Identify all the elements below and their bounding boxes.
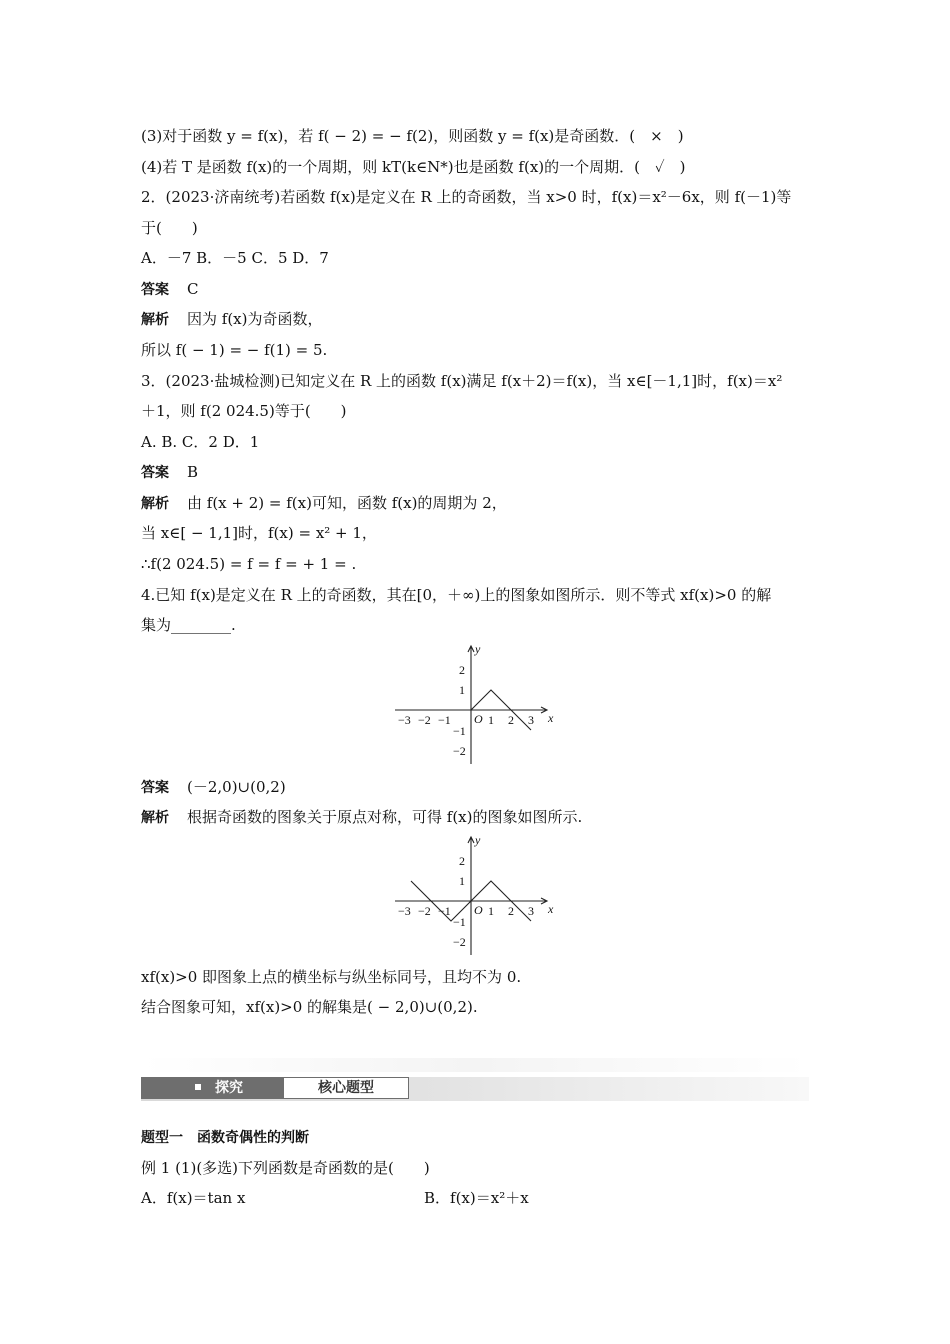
statement-4: (4)若 T 是函数 f(x)的一个周期，则 kT(k∈N*)也是函数 f(x)的一个周期．( ✓ ) [141,158,686,176]
y-tick: 2 [459,663,465,677]
x-tick: −1 [438,713,451,727]
question-3-line-2: ＋1，则 f(2 024.5)等于( ) [141,402,347,420]
question-3-options: A. B. C．2 D．1 [141,433,260,451]
question-4-line-1: 4.已知 f(x)是定义在 R 上的奇函数，其在[0，＋∞)上的图象如图所示．则不等式 xf(x)>0 的解 [141,586,772,604]
y-tick: −2 [453,744,466,758]
question-3-answer [141,462,198,483]
x-tick: −1 [438,904,451,918]
question-2-answer [141,279,198,300]
y-tick: 1 [459,874,465,888]
answer-label: 答案 [141,780,169,796]
y-tick: −1 [453,915,466,929]
question-2-line-1: 2．(2023·济南统考)若函数 f(x)是定义在 R 上的奇函数，当 x>0 时，f(x)＝x²－6x，则 f(－1)等 [141,188,792,206]
graph-full [385,831,565,961]
analysis-label: 解析 [141,312,169,328]
question-3-analysis-3: ∴f(2 024.5) = f = f = + 1 = . [141,555,357,573]
x-tick: 1 [488,713,494,727]
answer-label: 答案 [141,465,169,481]
x-label: x [548,711,554,725]
question-4-answer [141,777,286,798]
banner-tab-core-types: 核心题型 [283,1077,409,1099]
banner-tab-explore: 探究 [141,1077,283,1099]
x-tick: 3 [528,904,534,918]
square-bullet-icon [195,1084,201,1090]
question-4-analysis-2: xf(x)>0 即图象上点的横坐标与纵坐标同号，且均不为 0. [141,968,522,986]
question-3-analysis-1 [141,493,507,514]
x-label: x [548,902,554,916]
question-4-line-2: 集为________. [141,616,236,634]
answer-label: 答案 [141,282,169,298]
analysis-text: 因为 f(x)为奇函数， [187,310,323,328]
question-2-line-2: 于( ) [141,219,198,237]
y-tick: 1 [459,683,465,697]
question-3-line-1: 3．(2023·盐城检测)已知定义在 R 上的函数 f(x)满足 f(x＋2)＝f(x)，当 x∈[－1,1]时，f(x)＝x² [141,372,783,390]
x-tick: −2 [418,904,431,918]
answer-value: (－2,0)∪(0,2) [187,778,286,796]
statement-3: (3)对于函数 y = f(x)，若 f( − 2) = − f(2)，则函数 y = f(x)是奇函数．( × ) [141,127,684,145]
example-1-option-b: B．f(x)＝x²＋x [424,1189,529,1207]
question-2-analysis-1 [141,309,322,330]
question-4-analysis-3: 结合图象可知，xf(x)>0 的解集是( − 2,0)∪(0,2). [141,998,478,1016]
answer-value: C [187,280,199,298]
x-tick: 2 [508,904,514,918]
x-tick: 3 [528,713,534,727]
y-label: y [475,833,481,847]
x-tick: 1 [488,904,494,918]
x-tick: 2 [508,713,514,727]
section-heading: 题型一 函数奇偶性的判断 [141,1130,309,1146]
x-tick: −2 [418,713,431,727]
question-2-analysis-2: 所以 f( − 1) = − f(1) = 5. [141,341,328,359]
section-banner [141,1077,809,1101]
question-3-analysis-2: 当 x∈[ − 1,1]时，f(x) = x² + 1， [141,524,377,542]
origin-label: O [474,712,483,726]
graph-half [385,640,565,770]
example-1-stem: 例 1 (1)(多选)下列函数是奇函数的是( ) [141,1159,430,1177]
analysis-text: 由 f(x + 2) = f(x)可知，函数 f(x)的周期为 2， [187,494,507,512]
answer-value: B [187,463,199,481]
analysis-label: 解析 [141,496,169,512]
analysis-label: 解析 [141,810,169,826]
y-label: y [475,642,481,656]
question-4-analysis-1 [141,807,582,828]
origin-label: O [474,903,483,917]
y-tick: −1 [453,724,466,738]
y-tick: −2 [453,935,466,949]
x-tick: −3 [398,713,411,727]
x-tick: −3 [398,904,411,918]
y-tick: 2 [459,854,465,868]
example-1-option-a: A．f(x)＝tan x [141,1189,246,1207]
analysis-text: 根据奇函数的图象关于原点对称，可得 f(x)的图象如图所示. [187,808,583,826]
question-2-options: A．－7 B．－5 C．5 D．7 [141,249,329,267]
banner-shade [141,1058,809,1072]
